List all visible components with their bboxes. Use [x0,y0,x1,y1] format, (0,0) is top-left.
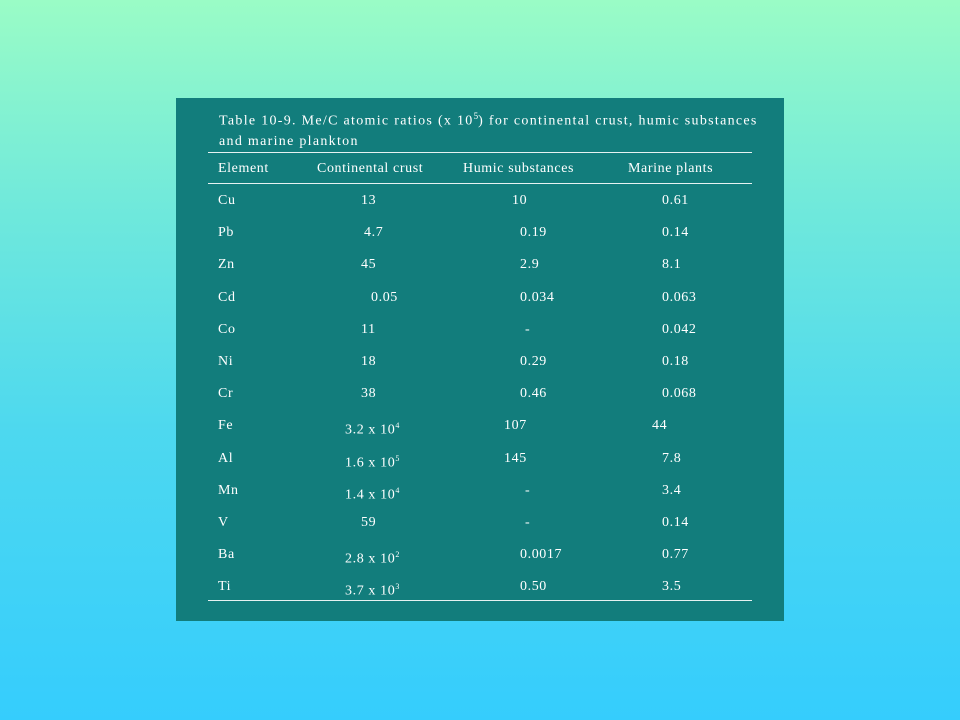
bottom-rule [208,600,752,601]
cell-crust [361,191,376,211]
cell-humic: - [525,321,531,337]
cell-crust-value: 3.7 x 10 [345,584,396,600]
table-row [176,545,784,565]
cell-marine: 7.8 [662,450,682,466]
cell-element: V [218,515,229,530]
table-row [176,255,784,275]
cell-crust [345,416,400,441]
cell-crust-value: 0.05 [371,289,398,305]
cell-marine: 0.14 [662,515,689,530]
table-row [176,223,784,243]
table-row [176,481,784,501]
cell-element: Zn [218,257,235,273]
cell-humic: 107 [504,418,527,434]
cell-crust-exponent: 2 [395,550,400,560]
cell-humic: 10 [512,193,528,208]
cell-crust-value: 11 [361,321,376,337]
cell-crust [345,481,400,506]
cell-marine: 0.61 [662,193,689,208]
cell-crust-exponent: 3 [395,582,400,592]
header-humic: Humic substances [463,161,575,176]
cell-crust-value: 1.6 x 10 [345,455,396,471]
cell-crust [371,288,398,308]
cell-crust [361,352,376,372]
cell-crust-exponent: 5 [395,453,400,463]
table-panel [176,98,784,621]
cell-element: Fe [218,418,234,434]
title-text-after: ) for continental crust, humic substances and marine plankton [219,113,758,149]
cell-crust-value: 38 [361,386,377,402]
table-row [176,513,784,533]
cell-crust-value: 18 [361,354,377,369]
table-row [176,384,784,404]
cell-element: Pb [218,225,234,241]
cell-marine: 0.068 [662,386,697,402]
cell-humic: 0.50 [520,579,547,595]
cell-element: Ti [218,579,232,595]
table-title [219,106,759,152]
cell-humic: 0.0017 [520,547,563,563]
cell-crust-value: 1.4 x 10 [345,487,396,503]
cell-crust-value: 13 [361,193,377,208]
header-row [176,159,784,179]
top-rule [208,152,752,153]
cell-crust-value: 2.8 x 10 [345,551,396,567]
cell-marine: 3.4 [662,482,682,498]
cell-crust-value: 3.2 x 10 [345,423,396,439]
cell-humic: 0.034 [520,289,555,305]
title-text-before: Table 10-9. Me/C atomic ratios (x 10 [219,113,474,129]
table-row [176,449,784,469]
cell-crust-value: 59 [361,515,377,530]
cell-humic: 0.19 [520,225,547,241]
cell-humic: 0.46 [520,386,547,402]
cell-crust-exponent: 4 [395,421,400,431]
cell-crust [364,223,383,243]
table-row [176,352,784,372]
cell-marine: 0.18 [662,354,689,369]
cell-marine: 0.042 [662,321,697,337]
table-row [176,288,784,308]
cell-marine: 3.5 [662,579,682,595]
header-rule [208,183,752,184]
cell-element: Ni [218,354,234,369]
cell-marine: 0.77 [662,547,689,563]
cell-crust-value: 4.7 [364,225,384,241]
cell-crust [361,320,376,340]
cell-element: Cu [218,193,236,208]
cell-humic: - [525,515,531,530]
cell-crust [345,545,400,570]
cell-humic: 0.29 [520,354,547,369]
cell-element: Al [218,450,234,466]
cell-crust [345,449,400,474]
cell-marine: 0.14 [662,225,689,241]
cell-crust [361,255,376,275]
cell-element: Mn [218,482,239,498]
table-row [176,191,784,211]
cell-element: Cd [218,289,236,305]
table-row [176,577,784,600]
cell-humic: 145 [504,450,527,466]
header-crust: Continental crust [317,161,424,176]
cell-crust-value: 45 [361,257,377,273]
header-element: Element [218,161,269,176]
cell-marine: 0.063 [662,289,697,305]
cell-element: Co [218,321,236,337]
cell-humic: - [525,482,531,498]
cell-humic: 2.9 [520,257,540,273]
header-marine: Marine plants [628,161,714,176]
table-row [176,416,784,439]
cell-element: Cr [218,386,234,402]
cell-marine: 44 [652,418,668,434]
cell-crust-exponent: 4 [395,485,400,495]
cell-crust [361,384,376,404]
table-row [176,320,784,340]
title-exponent: 5 [473,111,479,121]
cell-element: Ba [218,547,235,563]
cell-crust [345,577,400,602]
cell-crust [361,513,376,533]
cell-marine: 8.1 [662,257,682,273]
